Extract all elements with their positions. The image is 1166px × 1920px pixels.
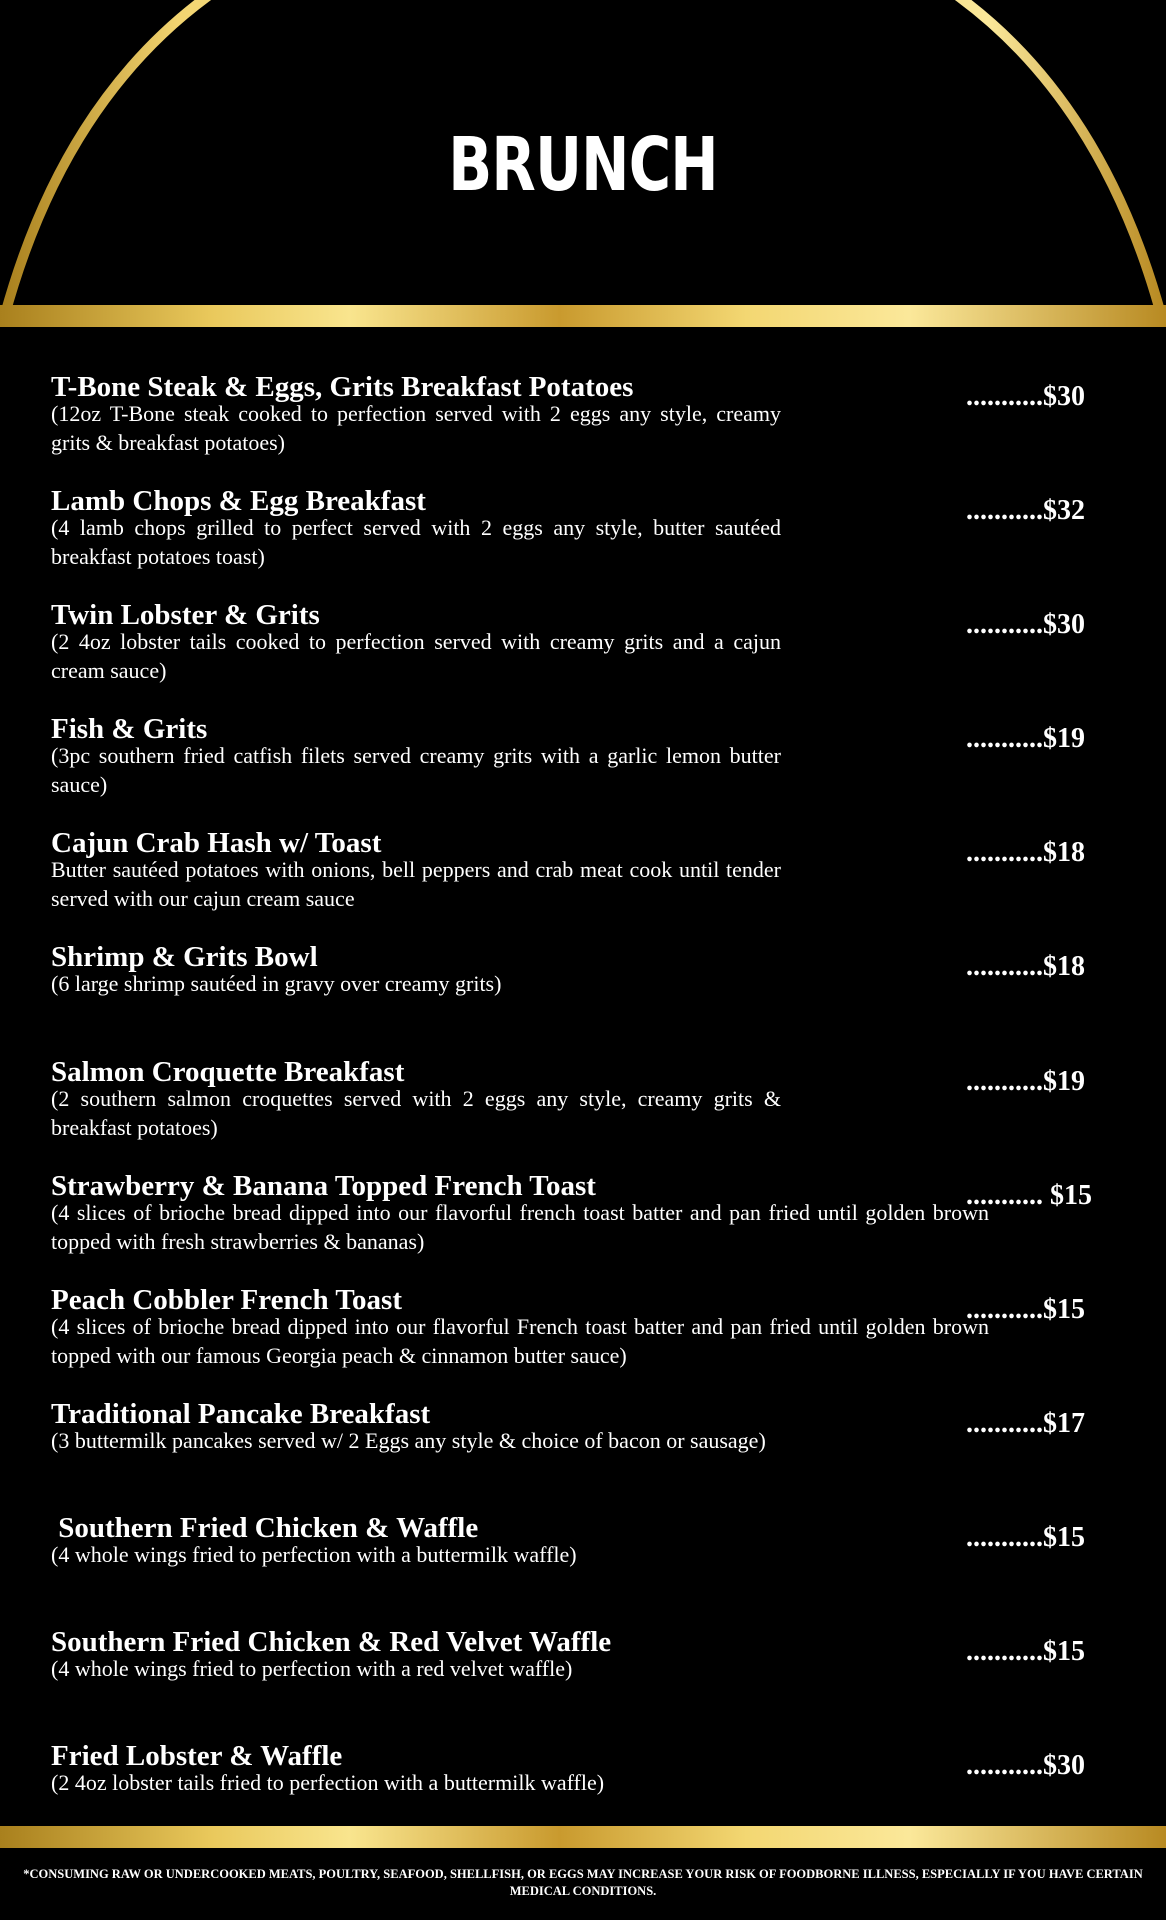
menu-item-name: Shrimp & Grits Bowl <box>51 941 318 973</box>
gold-divider-bottom <box>0 1826 1166 1848</box>
menu-item-description: (4 lamb chops grilled to perfect served with 2 eggs any style, butter sautéed breakfast potatoes toast) <box>51 515 781 569</box>
menu-item-description: (2 4oz lobster tails cooked to perfection served with creamy grits and a cajun cream sauce) <box>51 629 781 683</box>
menu-item-name: Salmon Croquette Breakfast <box>51 1056 405 1088</box>
menu-item-price: ...........$18 <box>966 837 1085 868</box>
menu-item-name: Fried Lobster & Waffle <box>51 1740 343 1772</box>
page-title: BRUNCH <box>448 122 718 208</box>
menu-item-name: Southern Fried Chicken & Waffle <box>51 1512 479 1544</box>
menu-item-price: ...........$18 <box>966 951 1085 982</box>
menu-item-description: (4 whole wings fried to perfection with a buttermilk waffle) <box>51 1542 577 1567</box>
menu-item-price: ...........$15 <box>966 1522 1085 1553</box>
menu-item-price: ...........$15 <box>966 1294 1085 1325</box>
menu-item-name: Strawberry & Banana Topped French Toast <box>51 1170 596 1202</box>
menu-item-price: ...........$19 <box>966 1066 1085 1097</box>
menu-item-description: (4 slices of brioche bread dipped into our flavorful french toast batter and pan fried until golden brown topped with fresh strawberries & bananas) <box>51 1200 989 1254</box>
menu-item-price: ...........$32 <box>966 495 1085 526</box>
menu-item-price: ...........$30 <box>966 381 1085 412</box>
menu-item-price: ...........$15 <box>966 1636 1085 1667</box>
menu-item-description: (2 4oz lobster tails fried to perfection with a buttermilk waffle) <box>51 1770 605 1795</box>
menu-item-price: ...........$17 <box>966 1408 1085 1439</box>
menu-item-name: Peach Cobbler French Toast <box>51 1284 402 1316</box>
menu-item-description: Butter sautéed potatoes with onions, bell peppers and crab meat cook until tender served with our cajun cream sauce <box>51 857 781 911</box>
menu-item-price: ...........$19 <box>966 723 1085 754</box>
menu-item-description: (12oz T-Bone steak cooked to perfection served with 2 eggs any style, creamy grits & breakfast potatoes) <box>51 401 781 455</box>
menu-item-name: Twin Lobster & Grits <box>51 599 320 631</box>
gold-divider-top <box>0 305 1166 327</box>
menu-item-name: Fish & Grits <box>51 713 208 745</box>
menu-item-description: (4 whole wings fried to perfection with a red velvet waffle) <box>51 1656 573 1681</box>
menu-item-description: (2 southern salmon croquettes served with 2 eggs any style, creamy grits & breakfast potatoes) <box>51 1086 781 1140</box>
menu-item-description: (3 buttermilk pancakes served w/ 2 Eggs any style & choice of bacon or sausage) <box>51 1428 766 1453</box>
menu-item-price: ...........$30 <box>966 1750 1085 1781</box>
menu-item-name: Lamb Chops & Egg Breakfast <box>51 485 426 517</box>
menu-item-description: (6 large shrimp sautéed in gravy over creamy grits) <box>51 971 502 996</box>
menu-item-price: ...........$30 <box>966 609 1085 640</box>
menu-item-description: (3pc southern fried catfish filets served creamy grits with a garlic lemon butter sauce) <box>51 743 781 797</box>
menu-item-name: Traditional Pancake Breakfast <box>51 1398 431 1430</box>
menu-item-price: ........... $15 <box>966 1180 1092 1211</box>
menu-item-name: Cajun Crab Hash w/ Toast <box>51 827 382 859</box>
menu-item-name: Southern Fried Chicken & Red Velvet Waffle <box>51 1626 612 1658</box>
menu-item-name: T-Bone Steak & Eggs, Grits Breakfast Potatoes <box>51 371 634 403</box>
menu-item-description: (4 slices of brioche bread dipped into our flavorful French toast batter and pan fried until golden brown topped with our famous Georgia peach & cinnamon butter sauce) <box>51 1314 989 1368</box>
food-safety-disclaimer: *CONSUMING RAW OR UNDERCOOKED MEATS, POULTRY, SEAFOOD, SHELLFISH, OR EGGS MAY INCREASE YOUR RISK OF FOODBORNE ILLNESS, ESPECIALLY IF YOU HAVE CERTAIN MEDICAL CONDITIONS. <box>23 1867 1143 1898</box>
